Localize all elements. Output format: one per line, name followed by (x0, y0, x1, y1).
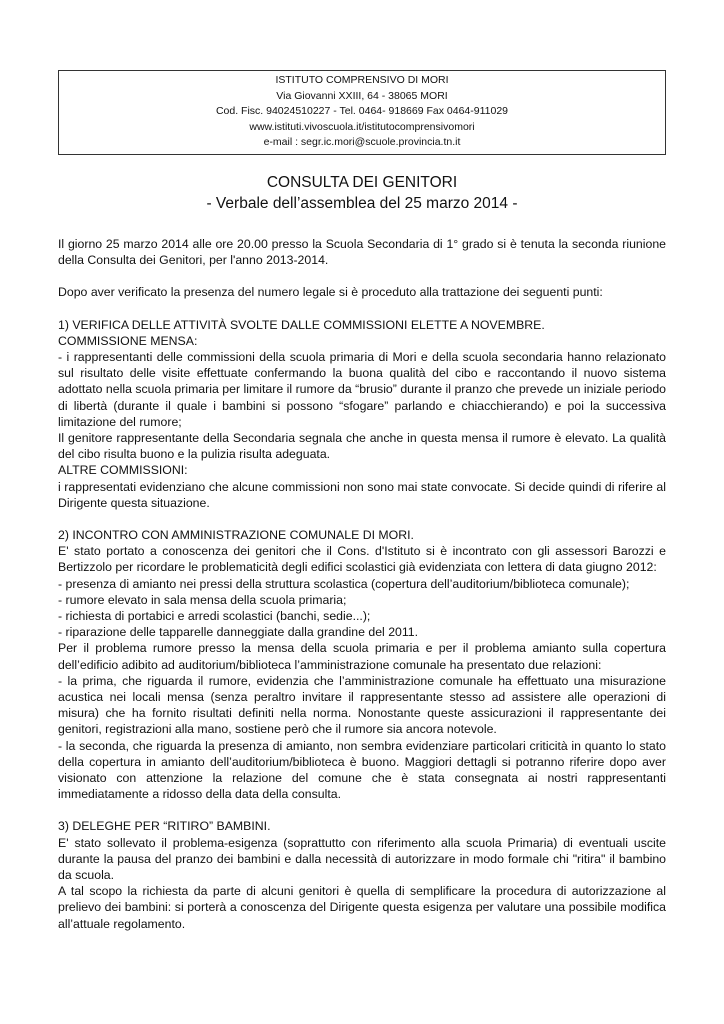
paragraph: A tal scopo la richiesta da parte di alcuni genitori è quella di semplificare la procedura di autorizzazione al prelievo dei bambini: si porterà a conoscenza del Dirigente questa esigenza per valutare una possibile modifica all’attuale regolamento. (58, 884, 666, 931)
paragraph: - la prima, che riguarda il rumore, evidenzia che l’amministrazione comunale ha effettuato una misurazione acustica nei locali mensa (senza peraltro invitare il rappresentante stesso ad assistere alle operazioni di misura) che ha fornito risultati definiti nella norma. Nonostante queste assicurazioni il rappresentante dei genitori, registrazioni alla mano, sostiene però che il rumore sia ancora notevole. (58, 673, 666, 737)
paragraph: ALTRE COMMISSIONI: (58, 463, 188, 478)
paragraph-gap (58, 511, 666, 527)
paragraph: Il giorno 25 marzo 2014 alle ore 20.00 presso la Scuola Secondaria di 1° grado si è tenuta la seconda riunione della Consulta dei Genitori, per l'anno 2013-2014. (58, 236, 666, 268)
document-page (58, 70, 666, 932)
school-name: ISTITUTO COMPRENSIVO DI MORI (275, 74, 449, 86)
school-website: www.istituti.vivoscuola.it/istitutocomprensivomori (249, 120, 475, 133)
paragraph-gap (58, 268, 666, 284)
paragraph: 3) DELEGHE PER “RITIRO” BAMBINI. (58, 819, 271, 834)
paragraph: - riparazione delle tapparelle danneggiate dalla grandine del 2011. (58, 625, 419, 640)
title-main: CONSULTA DEI GENITORI (266, 173, 458, 191)
paragraph: Dopo aver verificato la presenza del numero legale si è proceduto alla trattazione dei seguenti punti: (58, 285, 603, 300)
paragraph-gap (58, 301, 666, 317)
title-subtitle: - Verbale dell’assemblea del 25 marzo 2014 - (206, 194, 518, 212)
minutes-body (58, 236, 666, 932)
school-contacts: Cod. Fisc. 94024510227 - Tel. 0464- 918669 Fax 0464-911029 (215, 105, 509, 118)
school-address: Via Giovanni XXIII, 64 - 38065 MORI (276, 89, 448, 102)
paragraph: E' stato portato a conoscenza dei genitori che il Cons. d'Istituto si è incontrato con gli assessori Barozzi e Bertizzolo per ricordare le problematicità degli edifici scolastici già evidenziata con lettera di data giugno 2012: (58, 544, 666, 575)
school-email: e-mail : segr.ic.mori@scuole.provincia.tn.it (263, 136, 461, 149)
paragraph: - i rappresentanti delle commissioni della scuola primaria di Mori e della scuola secondaria hanno relazionato sul risultato delle visite effettuate confermando la buona qualità del cibo e raccontando il nuovo sistema adottato nella scuola primaria per limitare il rumore da “brusio” durante il pranzo che prevede un iniziale periodo di libertà (durante il quale i bambini si possono “sfogare” parlando e chiacchierando) e poi la successiva limitazione del rumore; (58, 349, 666, 429)
paragraph: i rappresentati evidenziano che alcune commissioni non sono mai state convocate. Si decide quindi di riferire al Dirigente questa situazione. (58, 479, 666, 510)
paragraph: - rumore elevato in sala mensa della scuola primaria; (58, 592, 347, 607)
paragraph: 2) INCONTRO CON AMMINISTRAZIONE COMUNALE DI MORI. (58, 528, 414, 543)
school-header (58, 70, 666, 155)
document-title (58, 172, 666, 214)
paragraph: - presenza di amianto nei pressi della struttura scolastica (copertura dell’auditorium/biblioteca comunale); (58, 576, 630, 591)
paragraph: - richiesta di portabici e arredi scolastici (banchi, sedie...); (58, 609, 371, 624)
paragraph: 1) VERIFICA DELLE ATTIVITÀ SVOLTE DALLE COMMISSIONI ELETTE A NOVEMBRE. (58, 317, 545, 332)
paragraph: Per il problema rumore presso la mensa della scuola primaria e per il problema amianto sulla copertura dell’edificio adibito ad auditorium/biblioteca l’amministrazione comunale ha presentato due relazioni: (58, 641, 666, 672)
paragraph-gap (58, 802, 666, 818)
paragraph: - la seconda, che riguarda la presenza di amianto, non sembra evidenziare particolari criticità in quanto lo stato della copertura in amianto dell’auditorium/biblioteca è buono. Maggiori dettagli si potranno riferire dopo aver visionato con attenzione la relazione del comune che è stata consegnata ai nostri rappresentanti immediatamente a ridosso della data della consulta. (58, 738, 666, 802)
paragraph: COMMISSIONE MENSA: (58, 333, 198, 348)
paragraph: Il genitore rappresentante della Secondaria segnala che anche in questa mensa il rumore è elevato. La qualità del cibo risulta buono e la pulizia risulta adeguata. (58, 431, 666, 462)
paragraph: E' stato sollevato il problema-esigenza (soprattutto con riferimento alla scuola Primaria) di eventuali uscite durante la pausa del pranzo dei bambini e dalla necessità di autorizzare in modo formale chi "ritira" il bambino da scuola. (58, 835, 666, 883)
